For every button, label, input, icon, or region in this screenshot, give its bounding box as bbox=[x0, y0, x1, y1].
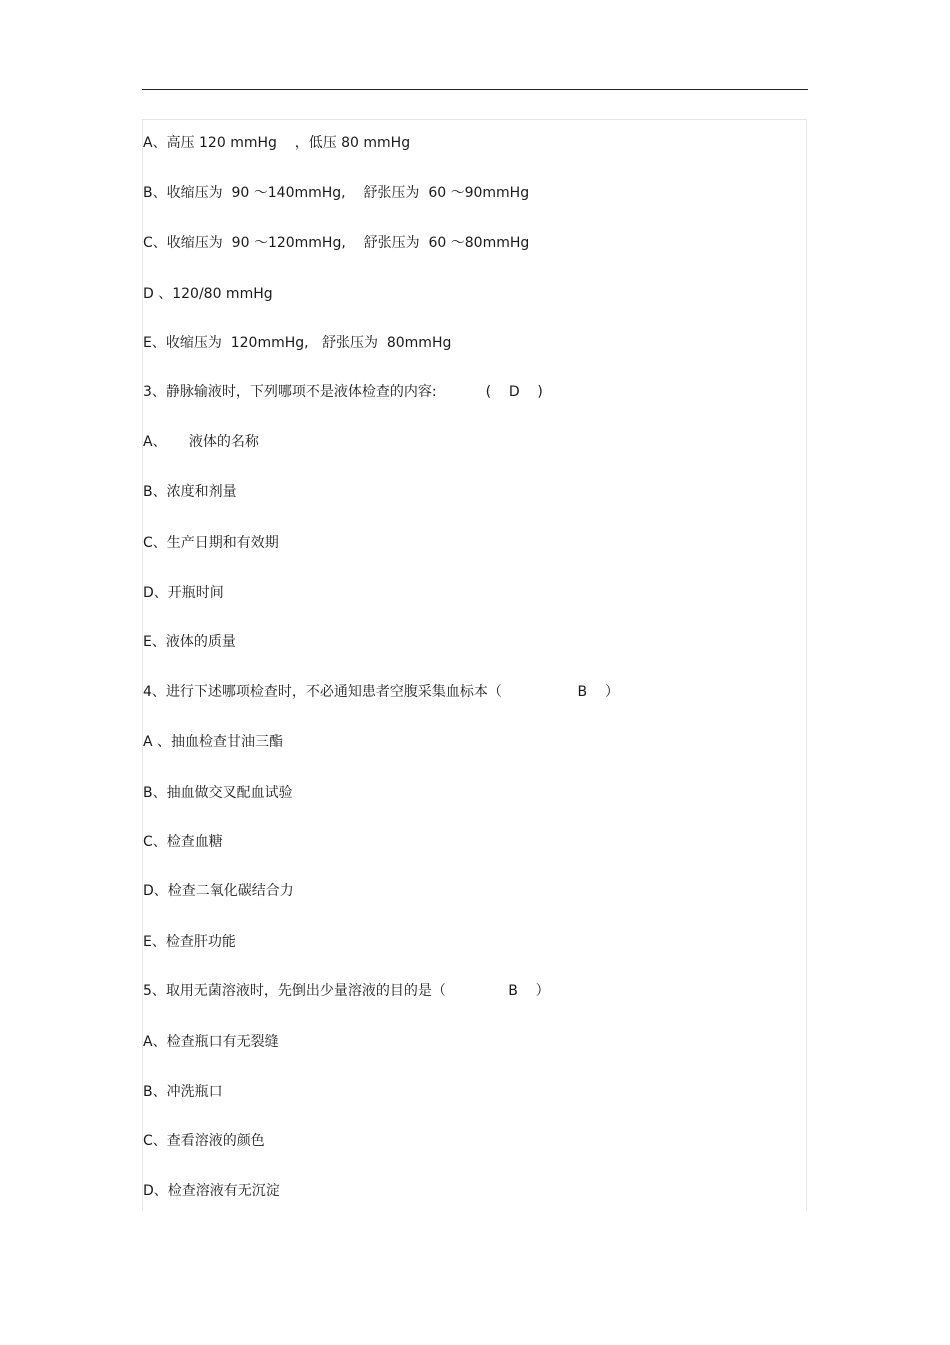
header-rule bbox=[142, 89, 808, 90]
option-line: A 、抽血检查甘油三酯 bbox=[143, 734, 284, 750]
option-line: C、检查血糖 bbox=[143, 834, 223, 850]
option-line: E、检查肝功能 bbox=[143, 934, 236, 950]
question-line: 3、静脉输液时，下列哪项不是液体检查的内容: ( D ) bbox=[143, 384, 543, 400]
option-line: D、检查溶液有无沉淀 bbox=[143, 1183, 280, 1199]
option-line: C、生产日期和有效期 bbox=[143, 535, 279, 551]
option-line: E、液体的质量 bbox=[143, 634, 236, 650]
option-line: D、开瓶时间 bbox=[143, 585, 224, 601]
option-line: C、查看溶液的颜色 bbox=[143, 1133, 265, 1149]
option-line: A、高压 120 mmHg ，低压 80 mmHg bbox=[143, 135, 411, 151]
option-line: A、检查瓶口有无裂缝 bbox=[143, 1034, 279, 1050]
option-line: A、 液体的名称 bbox=[143, 434, 259, 450]
question-line: 5、取用无菌溶液时，先倒出少量溶液的目的是（ B ） bbox=[143, 983, 550, 999]
option-line: B、抽血做交叉配血试验 bbox=[143, 785, 293, 801]
question-line: 4、进行下述哪项检查时，不必通知患者空腹采集血标本（ B ） bbox=[143, 684, 619, 700]
option-line: B、冲洗瓶口 bbox=[143, 1084, 223, 1100]
option-line: E、收缩压为 120mmHg, 舒张压为 80mmHg bbox=[143, 335, 452, 351]
option-line: C、收缩压为 90 ～120mmHg, 舒张压为 60 ～80mmHg bbox=[143, 235, 530, 251]
option-line: B、收缩压为 90 ～140mmHg, 舒张压为 60 ～90mmHg bbox=[143, 185, 530, 201]
option-line: D、检查二氧化碳结合力 bbox=[143, 883, 294, 899]
option-line: D 、120/80 mmHg bbox=[143, 286, 273, 302]
option-line: B、浓度和剂量 bbox=[143, 484, 237, 500]
